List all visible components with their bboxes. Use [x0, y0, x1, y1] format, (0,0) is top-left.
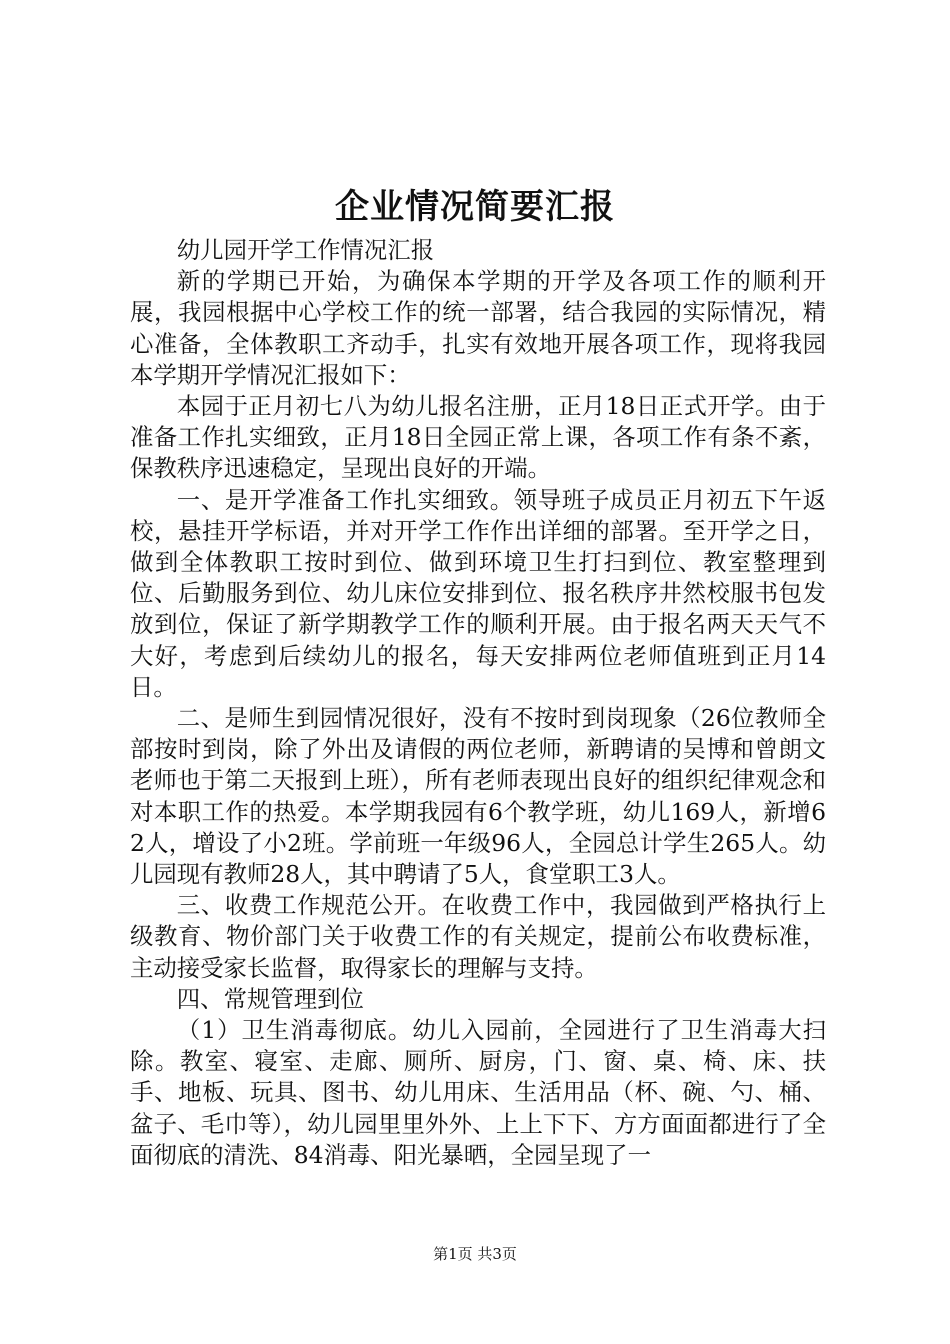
- paragraph-registration: 本园于正月初七八为幼儿报名注册，正月18日正式开学。由于准备工作扎实细致，正月18日全园正常上课，各项工作有条不紊，保教秩序迅速稳定，呈现出良好的开端。: [130, 392, 826, 483]
- paragraph-subtitle: 幼儿园开学工作情况汇报: [176, 236, 435, 264]
- page-footer: 第1页 共3页: [433, 1245, 517, 1263]
- document-title: 企业情况简要汇报: [335, 187, 615, 227]
- paragraph-section-three: 三、收费工作规范公开。在收费工作中，我园做到严格执行上级教育、物价部门关于收费工作的有关规定，提前公布收费标准，主动接受家长监督，取得家长的理解与支持。: [130, 891, 826, 982]
- document-body: [130, 235, 826, 1171]
- paragraph-section-four-heading: 四、常规管理到位: [176, 984, 364, 1013]
- paragraph-section-one: 一、是开学准备工作扎实细致。领导班子成员正月初五下午返校，悬挂开学标语，并对开学工作作出详细的部署。至开学之日，做到全体教职工按时到位、做到环境卫生打扫到位、教室整理到位、后勤服务到位、幼儿床位安排到位、报名秩序井然校服书包发放到位，保证了新学期教学工作的顺利开展。由于报名两天天气不大好，考虑到后续幼儿的报名，每天安排两位老师值班到正月14日。: [130, 485, 826, 701]
- paragraph-section-two: 二、是师生到园情况很好，没有不按时到岗现象（26位教师全部按时到岗，除了外出及请假的两位老师，新聘请的吴博和曾朗文老师也于第二天报到上班），所有老师表现出良好的组织纪律观念和对本职工作的热爱。本学期我园有6个教学班，幼儿169人，新增62人，增设了小2班。学前班一年级96人，全园总计学生265人。幼儿园现有教师28人，其中聘请了5人，食堂职工3人。: [130, 704, 826, 889]
- paragraph-intro: 新的学期已开始，为确保本学期的开学及各项工作的顺利开展，我园根据中心学校工作的统一部署，结合我园的实际情况，精心准备，全体教职工齐动手，扎实有效地开展各项工作，现将我园本学期开学情况汇报如下：: [130, 267, 826, 389]
- paragraph-hygiene: （1）卫生消毒彻底。幼儿入园前，全园进行了卫生消毒大扫除。教室、寝室、走廊、厕所、厨房，门、窗、桌、椅、床、扶手、地板、玩具、图书、幼儿用床、生活用品（杯、碗、勺、桶、盆子、毛巾等），幼儿园里里外外、上上下下、方方面面都进行了全面彻底的清洗、84消毒、阳光暴晒，全园呈现了一: [130, 1016, 826, 1169]
